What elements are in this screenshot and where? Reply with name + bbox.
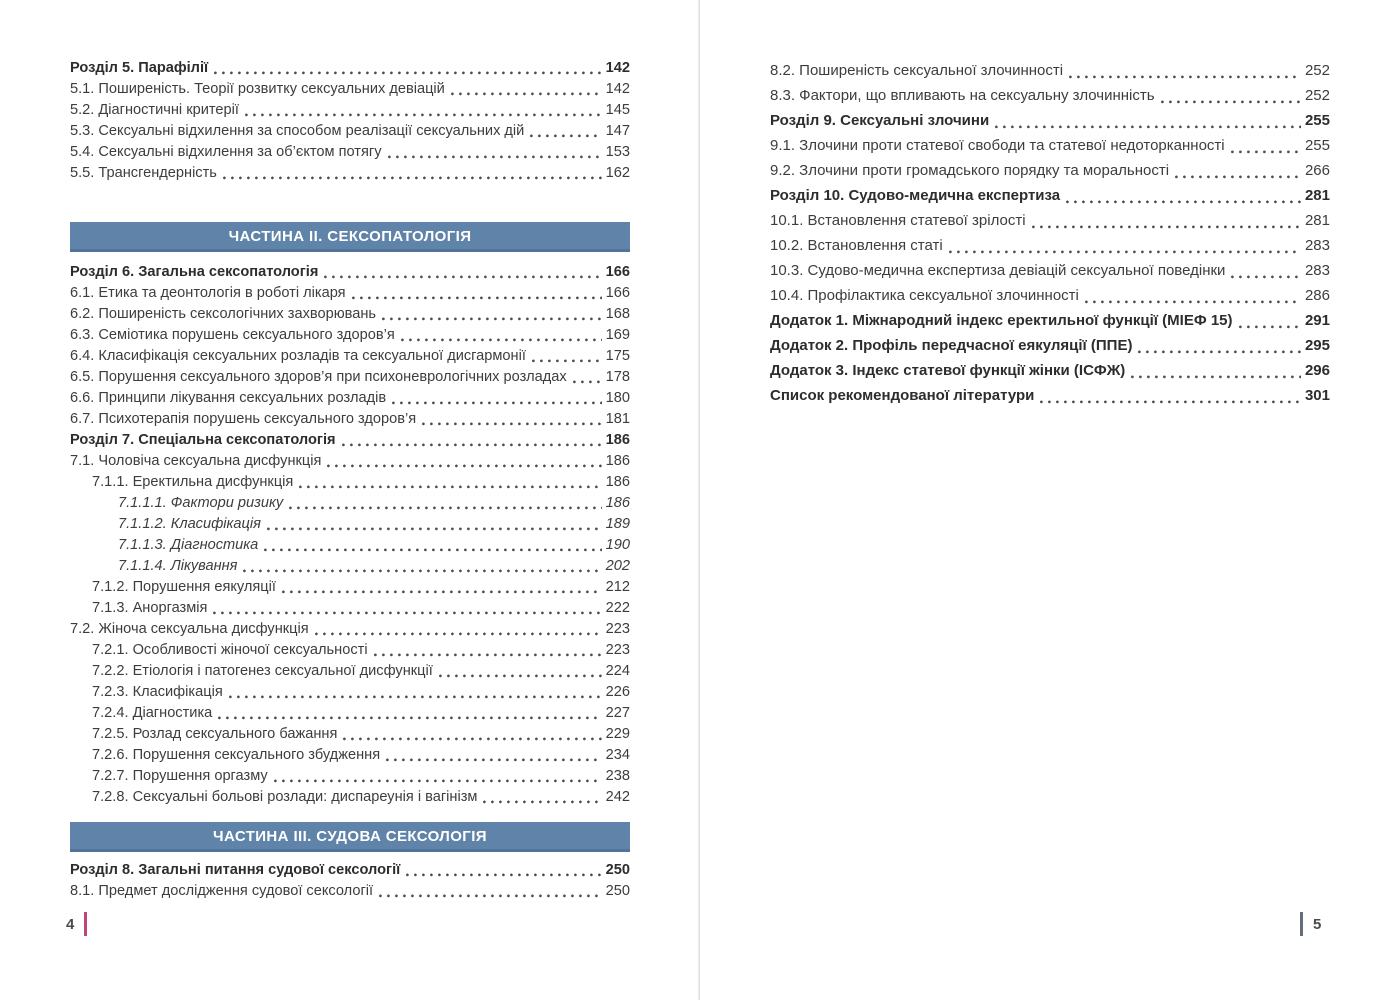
toc-entry <box>70 493 630 514</box>
toc-entry-page: 250 <box>605 883 630 899</box>
toc-entry-page: 212 <box>605 579 630 595</box>
toc-entry <box>70 100 630 121</box>
toc-entry <box>770 158 1330 183</box>
toc-entry <box>70 661 630 682</box>
toc-entry <box>70 745 630 766</box>
toc-entry-page: 252 <box>1304 87 1330 104</box>
toc-entry-page: 281 <box>1304 212 1330 229</box>
toc-entry-page: 181 <box>605 411 630 427</box>
toc-entry-page: 189 <box>605 516 630 532</box>
toc-entry <box>70 640 630 661</box>
toc-entry-page: 255 <box>1304 137 1330 154</box>
toc-entry <box>70 409 630 430</box>
toc-entry <box>70 79 630 100</box>
toc-entry-label: 7.1.1. Еректильна дисфункція <box>92 474 294 490</box>
toc-entry <box>70 766 630 787</box>
toc-entry <box>770 133 1330 158</box>
toc-entry-page: 166 <box>605 285 630 301</box>
toc-entry-page: 238 <box>605 768 630 784</box>
toc-entry-label: 6.6. Принципи лікування сексуальних розладів <box>70 390 387 406</box>
dot-leader <box>1040 400 1301 404</box>
toc-entry-label: Розділ 7. Спеціальна сексопатологія <box>70 432 336 448</box>
toc-entry-label: 8.3. Фактори, що впливають на сексуальну злочинність <box>770 87 1155 104</box>
toc-entry-page: 202 <box>605 558 630 574</box>
dot-leader <box>1066 200 1301 204</box>
page-footer-right <box>1300 912 1321 936</box>
toc-entry-page: 301 <box>1304 387 1330 404</box>
dot-leader <box>1161 100 1301 104</box>
dot-leader <box>379 894 602 898</box>
toc-entry-page: 186 <box>605 432 630 448</box>
toc-entry <box>70 514 630 535</box>
dot-leader <box>243 569 601 573</box>
toc-entry <box>70 724 630 745</box>
toc-entry-label: 7.1.1.4. Лікування <box>118 558 238 574</box>
toc-entry-page: 281 <box>1304 187 1330 204</box>
toc-entry-page: 175 <box>605 348 630 364</box>
toc-entry <box>770 308 1330 333</box>
dot-leader <box>1032 225 1301 229</box>
toc-entry-page: 186 <box>605 474 630 490</box>
footer-accent-bar-right <box>1300 912 1303 936</box>
toc-entry-page: 223 <box>605 621 630 637</box>
toc-entry-label: Розділ 5. Парафілії <box>70 60 209 76</box>
toc-entry-label: 10.2. Встановлення статі <box>770 237 943 254</box>
toc-entry <box>70 535 630 556</box>
toc-entry-page: 255 <box>1304 112 1330 129</box>
toc-entry <box>70 703 630 724</box>
dot-leader <box>289 506 601 510</box>
dot-leader <box>573 380 602 384</box>
toc-entry <box>70 283 630 304</box>
toc-entry <box>70 787 630 808</box>
dot-leader <box>1231 275 1301 279</box>
toc-entry-page: 250 <box>605 862 630 878</box>
dot-leader <box>1069 75 1301 79</box>
dot-leader <box>382 317 602 321</box>
dot-leader <box>374 653 602 657</box>
toc-entry-label: 9.2. Злочини проти громадського порядку та моральності <box>770 162 1170 179</box>
dot-leader <box>352 296 602 300</box>
toc-entry-label: 6.7. Психотерапія порушень сексуального здоров’я <box>70 411 417 427</box>
dot-leader <box>213 611 601 615</box>
dot-leader <box>299 485 601 489</box>
dot-leader <box>274 779 602 783</box>
dot-leader <box>229 695 602 699</box>
toc-entry <box>70 388 630 409</box>
toc-entry-page: 283 <box>1304 262 1330 279</box>
dot-leader <box>401 338 602 342</box>
toc-entry-label: 7.2.3. Класифікація <box>92 684 223 700</box>
toc-entry-label: 7.1.3. Аноргазмія <box>92 600 208 616</box>
toc-entry-page: 169 <box>605 327 630 343</box>
toc-entry <box>770 383 1330 408</box>
part-heading-band: ЧАСТИНА III. СУДОВА СЕКСОЛОГІЯ <box>70 822 630 852</box>
dot-leader <box>214 71 602 75</box>
toc-entry-page: 142 <box>605 81 630 97</box>
toc-entry <box>70 451 630 472</box>
toc-entry-label: 6.3. Семіотика порушень сексуального здоров’я <box>70 327 395 343</box>
toc-entry <box>770 208 1330 233</box>
toc-entry-page: 180 <box>605 390 630 406</box>
toc-entry-label: Розділ 6. Загальна сексопатологія <box>70 264 319 280</box>
toc-entry-label: 7.2.1. Особливості жіночої сексуальності <box>92 642 368 658</box>
toc-entry-label: Додаток 3. Індекс статевої функції жінки (ІСФЖ) <box>770 362 1126 379</box>
toc-entry <box>70 472 630 493</box>
toc-entry <box>70 619 630 640</box>
dot-leader <box>223 176 602 180</box>
toc-entry-label: 7.2.8. Сексуальні больові розлади: диспареунія і вагінізм <box>92 789 478 805</box>
toc-list-left <box>70 58 630 902</box>
toc-entry-label: Розділ 10. Судово-медична експертиза <box>770 187 1061 204</box>
toc-entry-label: Список рекомендованої літератури <box>770 387 1035 404</box>
toc-entry-page: 178 <box>605 369 630 385</box>
toc-entry-page: 283 <box>1304 237 1330 254</box>
toc-entry-label: 7.1.2. Порушення еякуляції <box>92 579 276 595</box>
toc-entry-label: 8.1. Предмет дослідження судової сексології <box>70 883 374 899</box>
dot-leader <box>388 155 602 159</box>
dot-leader <box>439 674 602 678</box>
toc-list-right <box>770 58 1330 408</box>
toc-entry-label: 7.2.5. Розлад сексуального бажання <box>92 726 338 742</box>
dot-leader <box>267 527 602 531</box>
toc-entry-label: Розділ 9. Сексуальні злочини <box>770 112 990 129</box>
toc-entry-page: 227 <box>605 705 630 721</box>
toc-entry <box>770 358 1330 383</box>
footer-accent-bar-left <box>84 912 87 936</box>
toc-entry <box>70 163 630 184</box>
toc-entry <box>70 598 630 619</box>
toc-entry-label: 8.2. Поширеність сексуальної злочинності <box>770 62 1064 79</box>
toc-entry <box>70 325 630 346</box>
toc-entry-page: 291 <box>1304 312 1330 329</box>
toc-entry-page: 234 <box>605 747 630 763</box>
dot-leader <box>324 275 601 279</box>
toc-entry <box>770 58 1330 83</box>
toc-entry <box>70 881 630 902</box>
toc-entry-label: 6.1. Етика та деонтологія в роботі лікаря <box>70 285 346 301</box>
page-spine-line <box>698 0 700 1000</box>
page-number-left: 4 <box>66 915 75 933</box>
dot-leader <box>1138 350 1301 354</box>
dot-leader <box>386 758 602 762</box>
toc-entry-label: Додаток 1. Міжнародний індекс еректильної функції (МІЕФ 15) <box>770 312 1233 329</box>
toc-entry-label: 6.4. Класифікація сексуальних розладів та сексуальної дисгармонії <box>70 348 526 364</box>
toc-entry-label: 7.1. Чоловіча сексуальна дисфункція <box>70 453 322 469</box>
dot-leader <box>406 873 601 877</box>
toc-entry-page: 145 <box>605 102 630 118</box>
dot-leader <box>1231 150 1301 154</box>
toc-entry-label: 7.2.2. Етіологія і патогенез сексуальної дисфункції <box>92 663 433 679</box>
toc-entry-label: Додаток 2. Профіль передчасної еякуляції (ППЕ) <box>770 337 1133 354</box>
toc-entry <box>770 233 1330 258</box>
toc-entry-label: 9.1. Злочини проти статевої свободи та статевої недоторканності <box>770 137 1225 154</box>
toc-entry-page: 153 <box>605 144 630 160</box>
dot-leader <box>218 716 601 720</box>
toc-entry-label: 7.1.1.1. Фактори ризику <box>118 495 284 511</box>
dot-leader <box>315 632 602 636</box>
toc-entry-label: 7.2.4. Діагностика <box>92 705 213 721</box>
toc-entry-label: 10.4. Профілактика сексуальної злочинності <box>770 287 1079 304</box>
toc-entry-label: 6.2. Поширеність сексологічних захворювань <box>70 306 377 322</box>
toc-entry-page: 186 <box>605 453 630 469</box>
dot-leader <box>245 113 602 117</box>
toc-entry-label: 7.2. Жіноча сексуальна дисфункція <box>70 621 309 637</box>
dot-leader <box>530 134 601 138</box>
toc-entry-label: 7.2.7. Порушення оргазму <box>92 768 268 784</box>
toc-entry <box>770 283 1330 308</box>
toc-entry <box>70 430 630 451</box>
toc-entry-page: 142 <box>605 60 630 76</box>
toc-entry <box>70 304 630 325</box>
toc-entry-page: 252 <box>1304 62 1330 79</box>
toc-entry-page: 224 <box>605 663 630 679</box>
toc-entry-label: Розділ 8. Загальні питання судової сексології <box>70 862 401 878</box>
toc-entry-page: 295 <box>1304 337 1330 354</box>
dot-leader <box>282 590 602 594</box>
toc-entry-label: 7.1.1.3. Діагностика <box>118 537 259 553</box>
toc-entry-page: 296 <box>1304 362 1330 379</box>
toc-entry-page: 229 <box>605 726 630 742</box>
toc-entry-label: 5.4. Сексуальні відхилення за об’єктом потягу <box>70 144 382 160</box>
dot-leader <box>392 401 601 405</box>
toc-entry <box>70 58 630 79</box>
toc-entry-page: 162 <box>605 165 630 181</box>
toc-entry <box>770 333 1330 358</box>
toc-entry <box>70 121 630 142</box>
toc-entry <box>770 258 1330 283</box>
toc-entry <box>70 262 630 283</box>
toc-entry-page: 223 <box>605 642 630 658</box>
toc-entry <box>70 556 630 577</box>
dot-leader <box>342 443 602 447</box>
toc-entry-label: 10.3. Судово-медична експертиза девіацій сексуальної поведінки <box>770 262 1226 279</box>
toc-entry-page: 166 <box>605 264 630 280</box>
dot-leader <box>483 800 601 804</box>
toc-entry-page: 226 <box>605 684 630 700</box>
toc-entry <box>70 346 630 367</box>
dot-leader <box>949 250 1301 254</box>
toc-entry-label: 6.5. Порушення сексуального здоров’я при психоневрологічних розладах <box>70 369 567 385</box>
toc-entry-label: 7.2.6. Порушення сексуального збудження <box>92 747 381 763</box>
toc-entry-page: 168 <box>605 306 630 322</box>
dot-leader <box>422 422 601 426</box>
toc-entry <box>70 682 630 703</box>
dot-leader <box>1085 300 1301 304</box>
toc-entry-label: 5.3. Сексуальні відхилення за способом реалізації сексуальних дій <box>70 123 525 139</box>
dot-leader <box>1175 175 1301 179</box>
toc-entry-page: 190 <box>605 537 630 553</box>
toc-entry-label: 5.2. Діагностичні критерії <box>70 102 239 118</box>
dot-leader <box>995 125 1301 129</box>
toc-entry-page: 186 <box>605 495 630 511</box>
dot-leader <box>451 92 602 96</box>
toc-entry <box>770 83 1330 108</box>
page-footer-left <box>66 912 87 936</box>
toc-entry-page: 242 <box>605 789 630 805</box>
toc-entry-page: 286 <box>1304 287 1330 304</box>
toc-entry <box>70 860 630 881</box>
toc-entry <box>770 183 1330 208</box>
dot-leader <box>327 464 601 468</box>
dot-leader <box>264 548 601 552</box>
toc-entry-page: 266 <box>1304 162 1330 179</box>
toc-entry <box>70 577 630 598</box>
toc-entry <box>770 108 1330 133</box>
toc-entry-label: 5.5. Трансгендерність <box>70 165 217 181</box>
page-number-right: 5 <box>1313 915 1322 933</box>
toc-entry-label: 5.1. Поширеність. Теорії розвитку сексуальних девіацій <box>70 81 445 97</box>
dot-leader <box>343 737 601 741</box>
toc-entry-page: 222 <box>605 600 630 616</box>
toc-entry-label: 7.1.1.2. Класифікація <box>118 516 261 532</box>
part-heading-band: ЧАСТИНА II. СЕКСОПАТОЛОГІЯ <box>70 222 630 252</box>
dot-leader <box>532 359 602 363</box>
toc-entry-label: 10.1. Встановлення статевої зрілості <box>770 212 1026 229</box>
toc-entry <box>70 142 630 163</box>
toc-entry-page: 147 <box>605 123 630 139</box>
toc-entry <box>70 367 630 388</box>
dot-leader <box>1239 325 1301 329</box>
dot-leader <box>1131 375 1301 379</box>
